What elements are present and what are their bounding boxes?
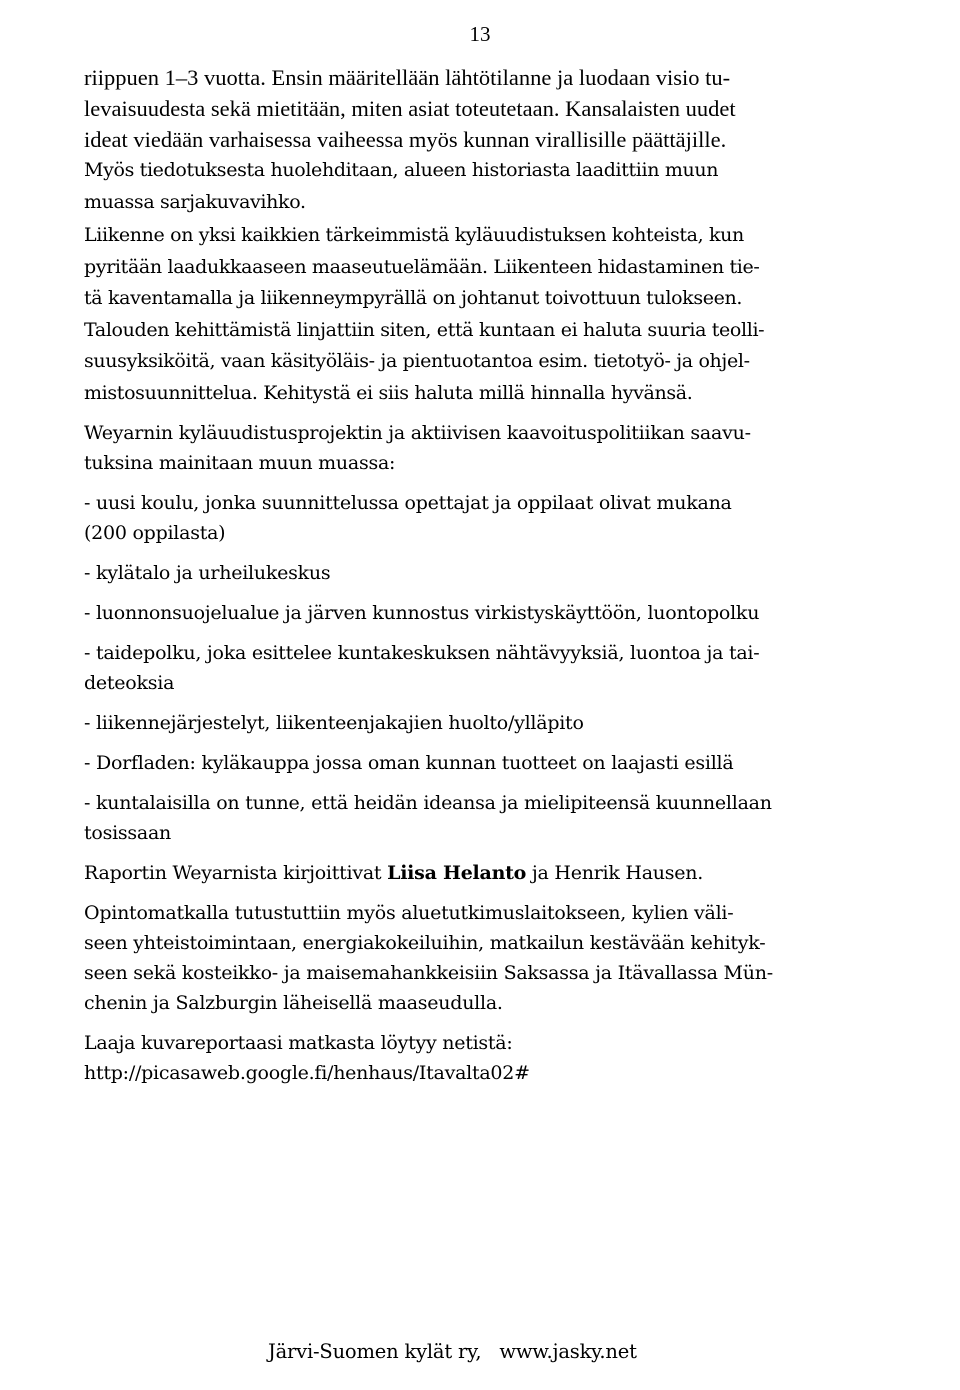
text-line: Talouden kehittämistä linjattiin siten, että kuntaan ei haluta suuria teolli- — [84, 318, 765, 341]
report-author-bold: Liisa Helanto — [387, 862, 527, 884]
text-line: - kuntalaisilla on tunne, että heidän ideansa ja mielipiteensä kuunnellaan — [84, 792, 772, 814]
text-line: deteoksia — [84, 672, 175, 694]
page-number: 13 — [469, 22, 491, 46]
text-line: suusyksiköitä, vaan käsityöläis- ja pientuotantoa esim. tietotyö- ja ohjel- — [84, 350, 750, 372]
text-line: (200 oppilasta) — [84, 522, 226, 544]
list-item — [84, 748, 884, 778]
text-line: - uusi koulu, jonka suunnittelussa opettajat ja oppilaat olivat mukana — [84, 492, 732, 514]
text-line: levaisuudesta sekä mietitään, miten asiat toteutetaan. Kansalaisten uudet — [84, 96, 736, 121]
text-line: - liikennejärjestelyt, liikenteenjakajien huolto/ylläpito — [84, 712, 584, 734]
list-item — [84, 488, 884, 548]
text-line: tosissaan — [84, 822, 172, 844]
report-text-before: Raportin Weyarnista kirjoittivat — [84, 862, 388, 884]
text-line: seen sekä kosteikko- ja maisemahankkeisiin Saksassa ja Itävallassa Mün- — [84, 962, 773, 984]
text-line: ideat viedään varhaisessa vaiheessa myös kunnan virallisille päättäjille. — [84, 127, 727, 152]
text-line: - luonnonsuojelualue ja järven kunnostus virkistyskäyttöön, luontopolku — [84, 602, 760, 624]
report-text-after: ja Henrik Hausen. — [526, 862, 704, 884]
paragraph-report-authors — [84, 858, 884, 888]
text-line: - taidepolku, joka esittelee kuntakeskuksen nähtävyyksiä, luontoa ja tai- — [84, 642, 760, 664]
footer-website-link[interactable]: www.jasky.net — [499, 1340, 637, 1363]
list-item — [84, 788, 884, 848]
paragraph-communication — [84, 155, 884, 218]
list-item — [84, 708, 884, 738]
list-item — [84, 598, 884, 628]
photo-report-link[interactable]: http://picasaweb.google.fi/henhaus/Itavalta02# — [84, 1062, 530, 1084]
text-line: Weyarnin kyläuudistusprojektin ja aktiivisen kaavoituspolitiikan saavu- — [84, 422, 751, 444]
text-line: riippuen 1–3 vuotta. Ensin määritellään lähtötilanne ja luodaan visio tu- — [84, 65, 731, 90]
paragraph-achievements-intro — [84, 418, 884, 478]
text-line: - kylätalo ja urheilukeskus — [84, 562, 331, 584]
text-line: chenin ja Salzburgin läheisellä maaseudulla. — [84, 992, 503, 1014]
text-line — [84, 858, 884, 888]
list-item — [84, 558, 884, 588]
paragraph-traffic — [84, 220, 884, 409]
text-line: pyritään laadukkaaseen maaseutuelämään. Liikenteen hidastaminen tie- — [84, 255, 760, 278]
text-line: Laaja kuvareportaasi matkasta löytyy netistä: — [84, 1032, 513, 1054]
text-line: muassa sarjakuvavihko. — [84, 190, 306, 213]
text-line: tä kaventamalla ja liikenneympyrällä on johtanut toivottuun tulokseen. — [84, 287, 743, 309]
page-footer — [268, 1340, 637, 1363]
text-line: seen yhteistoimintaan, energiakokeiluihin, matkailun kestävään kehityk- — [84, 932, 766, 954]
text-line: Opintomatkalla tutustuttiin myös aluetutkimuslaitokseen, kylien väli- — [84, 902, 734, 924]
text-line: Liikenne on yksi kaikkien tärkeimmistä kyläuudistuksen kohteista, kun — [84, 224, 744, 246]
text-line: - Dorfladen: kyläkauppa jossa oman kunnan tuotteet on laajasti esillä — [84, 752, 734, 774]
list-item — [84, 638, 884, 698]
text-line: tuksina mainitaan muun muassa: — [84, 452, 396, 474]
paragraph-intro — [84, 62, 884, 155]
text-line: Myös tiedotuksesta huolehditaan, alueen historiasta laadittiin muun — [84, 159, 719, 181]
document-body — [84, 62, 884, 1088]
text-line: mistosuunnittelua. Kehitystä ei siis haluta millä hinnalla hyvänsä. — [84, 381, 693, 404]
footer-org: Järvi-Suomen kylät ry, — [268, 1340, 482, 1363]
paragraph-study-trip — [84, 898, 884, 1018]
paragraph-photo-report — [84, 1028, 884, 1088]
